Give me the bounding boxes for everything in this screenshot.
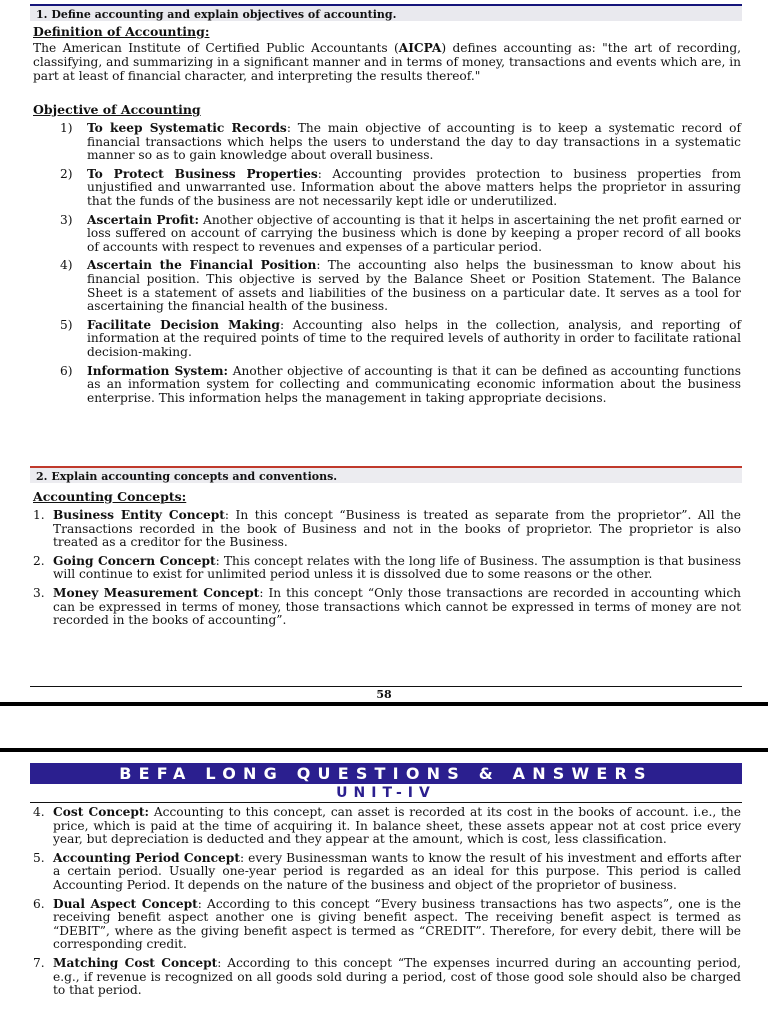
list-item: 3) Ascertain Profit: Another objective of accounting is that it helps in ascertaining the net profit earned or loss suffered on account of carrying the business which is done by keeping a proper record of all books of accounts with respect to revenues and expenses of a particular period.	[60, 212, 741, 254]
list-item: 6) Information System: Another objective of accounting is that it can be defined as accounting functions as an information system for collecting and communicating economic information about the business enterprise. This information helps the management in taking appropriate decisions.	[60, 363, 741, 405]
objectives-list	[33, 122, 741, 410]
list-item: 2. Going Concern Concept: This concept relates with the long life of Business. The assumption is that business will continue to exist for unlimited period unless it is dissolved due to some reasons or the other.	[33, 553, 742, 582]
list-item: 3. Money Measurement Concept: In this concept “Only those transactions are recorded in accounting which can be expressed in terms of money, those transactions which cannot be expressed in terms of money are not recorded in the books of accounting”.	[33, 585, 742, 628]
list-item: 5. Accounting Period Concept: every Businessman wants to know the result of his investment and efforts after a certain period. Usually one-year period is regarded as an ideal for this purpose. This period is called Accounting Period. It depends on the nature of the business and object of the proprietor of business.	[33, 850, 741, 892]
page-separator	[0, 702, 768, 706]
definition-paragraph: The American Institute of Certified Public Accountants (AICPA) defines accounting as: "the art of recording, classifying, and summarizing in a significant manner and in terms of money, transactions and events which are, in part at least of financial character, and interpreting the results thereof."	[33, 41, 741, 83]
book-title-banner: BEFA LONG QUESTIONS & ANSWERS	[30, 763, 742, 784]
list-item: 4. Cost Concept: Accounting to this concept, can asset is recorded at its cost in the books of account. i.e., the price, which is paid at the time of acquiring it. In balance sheet, these assets appear not at cost price every year, but depreciation is deducted and they appear at the amount, which is cost, less classification.	[33, 805, 741, 847]
list-item: 2) To Protect Business Properties: Accounting provides protection to business properties from unjustified and unwarranted use. Information about the above matters helps the proprietor in assuring that the funds of the business are not necessarily kept idle or underutilized.	[60, 166, 742, 208]
question-1-bar: 1. Define accounting and explain objectives of accounting.	[30, 4, 742, 21]
list-item: 7. Matching Cost Concept: According to this concept “The expenses incurred during an accounting period, e.g., if revenue is recognized on all goods sold during a period, cost of those good sole should also be charged to that period.	[33, 955, 741, 998]
concepts-list	[33, 509, 741, 633]
list-item: 4) Ascertain the Financial Position: The accounting also helps the businessman to know about his financial position. This objective is served by the Balance Sheet or Position Statement. The Balance Sheet is a statement of assets and liabilities of the business on a particular date. It serves as a tool for ascertaining the financial health of the business.	[60, 258, 741, 314]
footer-rule	[30, 686, 742, 687]
definition-heading: Definition of Accounting:	[33, 24, 210, 39]
concepts-list-continued	[33, 806, 741, 1003]
list-item: 6. Dual Aspect Concept: According to this concept “Every business transactions has two aspects”, one is the receiving benefit aspect another one is giving benefit aspect. The receiving benefit aspect is termed as “DEBIT”, where as the giving benefit aspect is termed as “CREDIT”. Therefore, for every debit, there will be corresponding credit.	[33, 896, 742, 952]
concepts-heading: Accounting Concepts:	[33, 489, 187, 504]
list-item: 5) Facilitate Decision Making: Accounting also helps in the collection, analysis, and reporting of information at the required points of time to the required levels of authority in order to facilitate rational decision-making.	[60, 317, 741, 359]
list-item: 1) To keep Systematic Records: The main objective of accounting is to keep a systematic record of financial transactions which helps the users to understand the day to day transactions in a systematic manner so as to gain knowledge about overall business.	[60, 121, 741, 163]
page-separator	[0, 748, 768, 752]
objective-heading: Objective of Accounting	[33, 102, 201, 117]
unit-title: UNIT-IV	[30, 784, 742, 803]
question-2-bar: 2. Explain accounting concepts and conventions.	[30, 466, 742, 483]
page-number: 58	[376, 688, 392, 701]
list-item: 1. Business Entity Concept: In this concept “Business is treated as separate from the proprietor”. All the Transactions recorded in the book of Business and not in the books of proprietor. The proprietor is also treated as a creditor for the Business.	[33, 508, 741, 550]
